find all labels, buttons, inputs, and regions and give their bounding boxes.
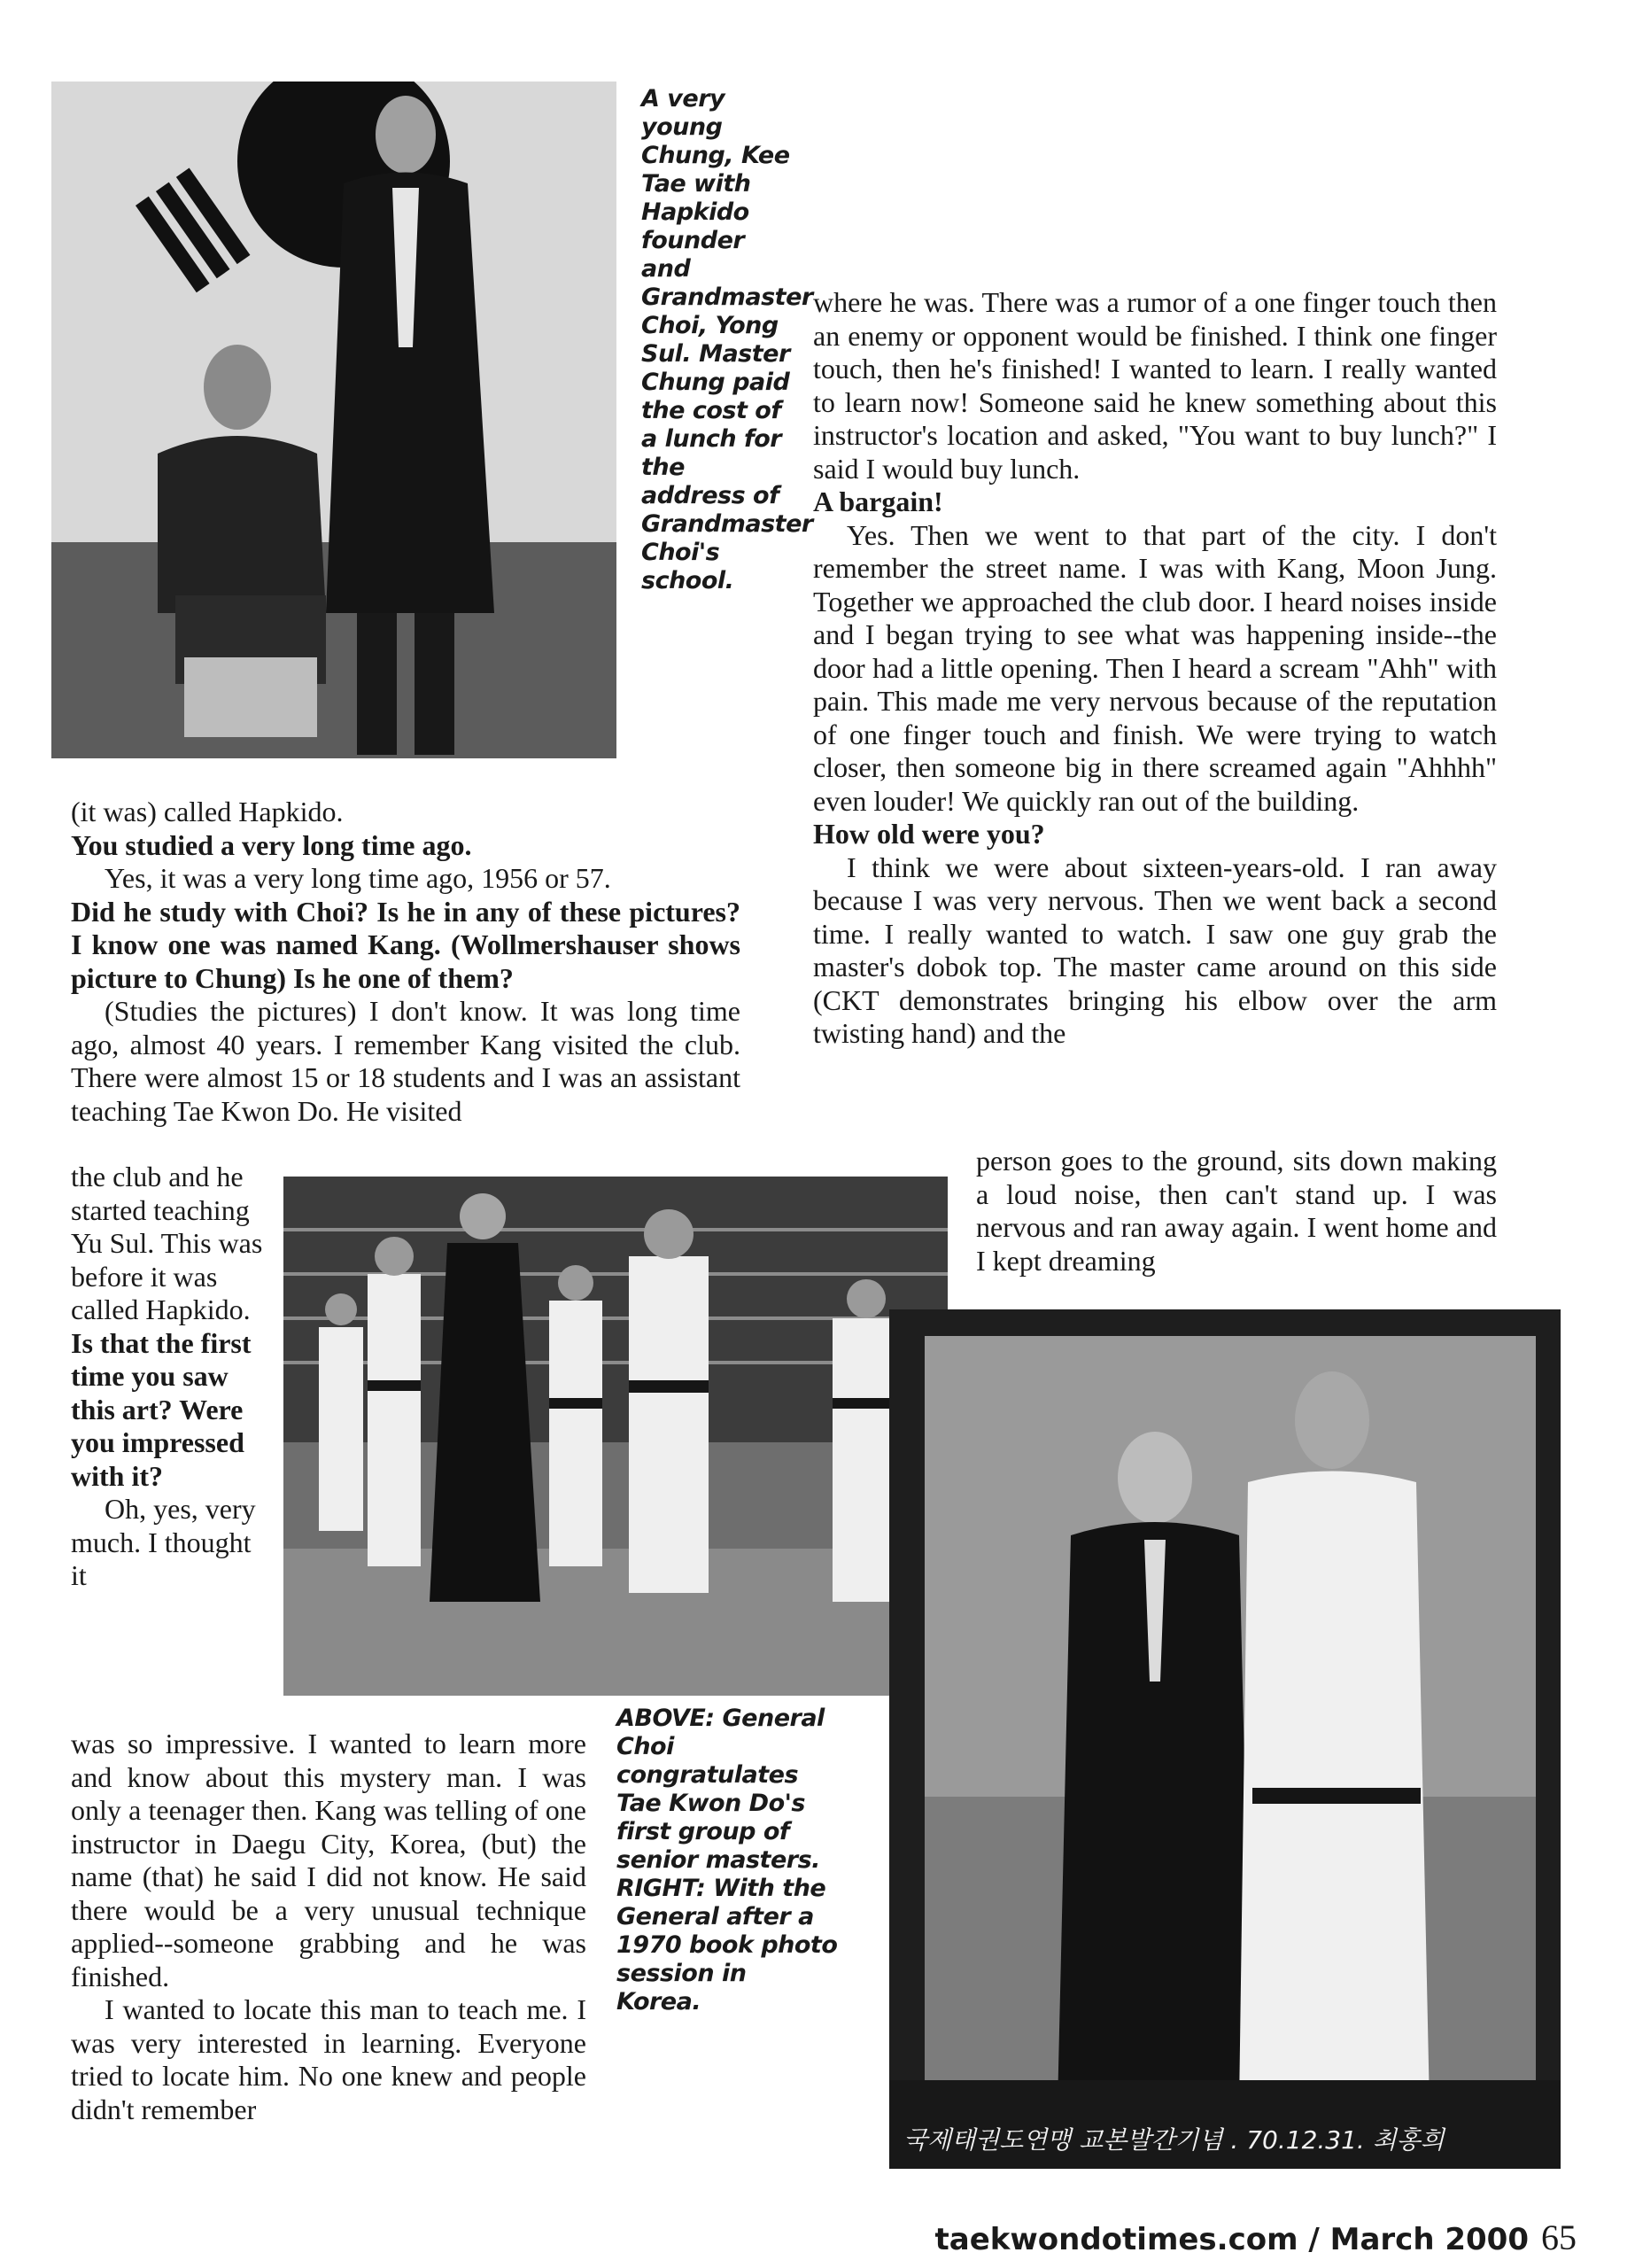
photo-chung-with-choi-yong-sul xyxy=(51,82,616,758)
left-column-bottom xyxy=(71,1728,586,2126)
photo1-caption: A very young Chung, Kee Tae with Hapkido founder and Grandmaster Choi, Yong Sul. Master Chung paid the cost of a lunch for the address of Grandmaster Choi's school. xyxy=(641,85,813,594)
photo3-inscription: 국제태권도연맹 교본발간기념 . 70.12.31. 최홍희 xyxy=(903,2125,1445,2155)
question-how-old: How old were you? xyxy=(813,818,1045,850)
right-paragraph-1: where he was. There was a rumor of a one finger touch then an enemy or opponent would be finished. I think one finger touch, then he's finished! I wanted to learn. I really wanted to learn now! Someone said he knew something about this instructor's location and asked, "You want to buy lunch?" I said I would buy lunch. xyxy=(813,286,1497,485)
answer-study-with-choi-continued: the club and he started teaching Yu Sul. This was before it was called Hapkido. xyxy=(71,1161,263,1325)
photo-general-choi-senior-masters-image xyxy=(283,1177,948,1696)
page-footer xyxy=(935,2217,1577,2258)
answer-first-time-rest: was so impressive. I wanted to learn more and know about this mystery man. I was only a teenager then. Kang was telling of one instructor in Daegu City, Korea, (but) the name (that) he said I did not know. He said there would be a very unusual technique applied--someone grabbing and he was finished. xyxy=(71,1728,586,1992)
answer-long-time: Yes, it was a very long time ago, 1956 or 57. xyxy=(105,862,611,894)
left-paragraph-hapkido: (it was) called Hapkido. xyxy=(71,796,344,827)
answer-study-with-choi: (Studies the pictures) I don't know. It was long time ago, almost 40 years. I remember Kang visited the club. There were almost 15 or 18 students and I was an assistant teaching Tae Kwon Do. He visited xyxy=(71,995,740,1127)
answer-how-old-continued: person goes to the ground, sits down making a loud noise, then can't stand up. I was nervous and ran away again. I went home and I kept dreaming xyxy=(976,1145,1497,1277)
left-paragraph-locate: I wanted to locate this man to teach me. I was very interested in learning. Everyone tried to locate him. No one knew and people didn't remember xyxy=(71,1993,586,2125)
photo-general-choi-senior-masters xyxy=(283,1177,948,1696)
photo2-caption: ABOVE: General Choi congratulates Tae Kwon Do's first group of senior masters. RIGHT: With the General after a 1970 book photo session in Korea. xyxy=(616,1705,838,2016)
question-first-time: Is that the first time you saw this art? Were you impressed with it? xyxy=(71,1326,252,1492)
page-number: 65 xyxy=(1541,2218,1577,2257)
left-column-top xyxy=(71,796,740,1128)
answer-first-time-start: Oh, yes, very much. I thought it xyxy=(71,1493,256,1591)
question-long-time: You studied a very long time ago. xyxy=(71,828,472,861)
footer-site-date: taekwondotimes.com / March 2000 xyxy=(934,2222,1529,2257)
left-column-narrow xyxy=(71,1161,267,1593)
right-column-top xyxy=(813,286,1497,1051)
photo-with-general-1970 xyxy=(889,1309,1561,2169)
answer-bargain: Yes. Then we went to that part of the city. I don't remember the street name. I was with Kang, Moon Jung. Together we approached the club door. I heard noises inside and I began trying to see what was happening inside--the door had a little opening. Then I heard a scream "Ahh" with pain. This made me very nervous because of the reputation of one finger touch and finish. We were trying to watch closer, then someone big in there screamed again "Ahhhh" even louder! We quickly ran out of the building. xyxy=(813,518,1497,817)
photo-with-general-1970-image xyxy=(889,1309,1561,2169)
question-study-with-choi: Did he study with Choi? Is he in any of these pictures? I know one was named Kang. (Wollmershauser shows picture to Chung) Is he one of them? xyxy=(71,895,740,994)
photo-chung-with-choi-yong-sul-image xyxy=(51,82,616,758)
question-bargain: A bargain! xyxy=(813,485,943,517)
answer-how-old: I think we were about sixteen-years-old. I ran away because I was very nervous. Then we went back a second time. I really wanted to watch. I saw one guy grab the master's dobok top. The master came around on this side (CKT demonstrates bringing his elbow over the arm twisting hand) and the xyxy=(813,850,1497,1049)
right-column-continued xyxy=(976,1145,1497,1278)
